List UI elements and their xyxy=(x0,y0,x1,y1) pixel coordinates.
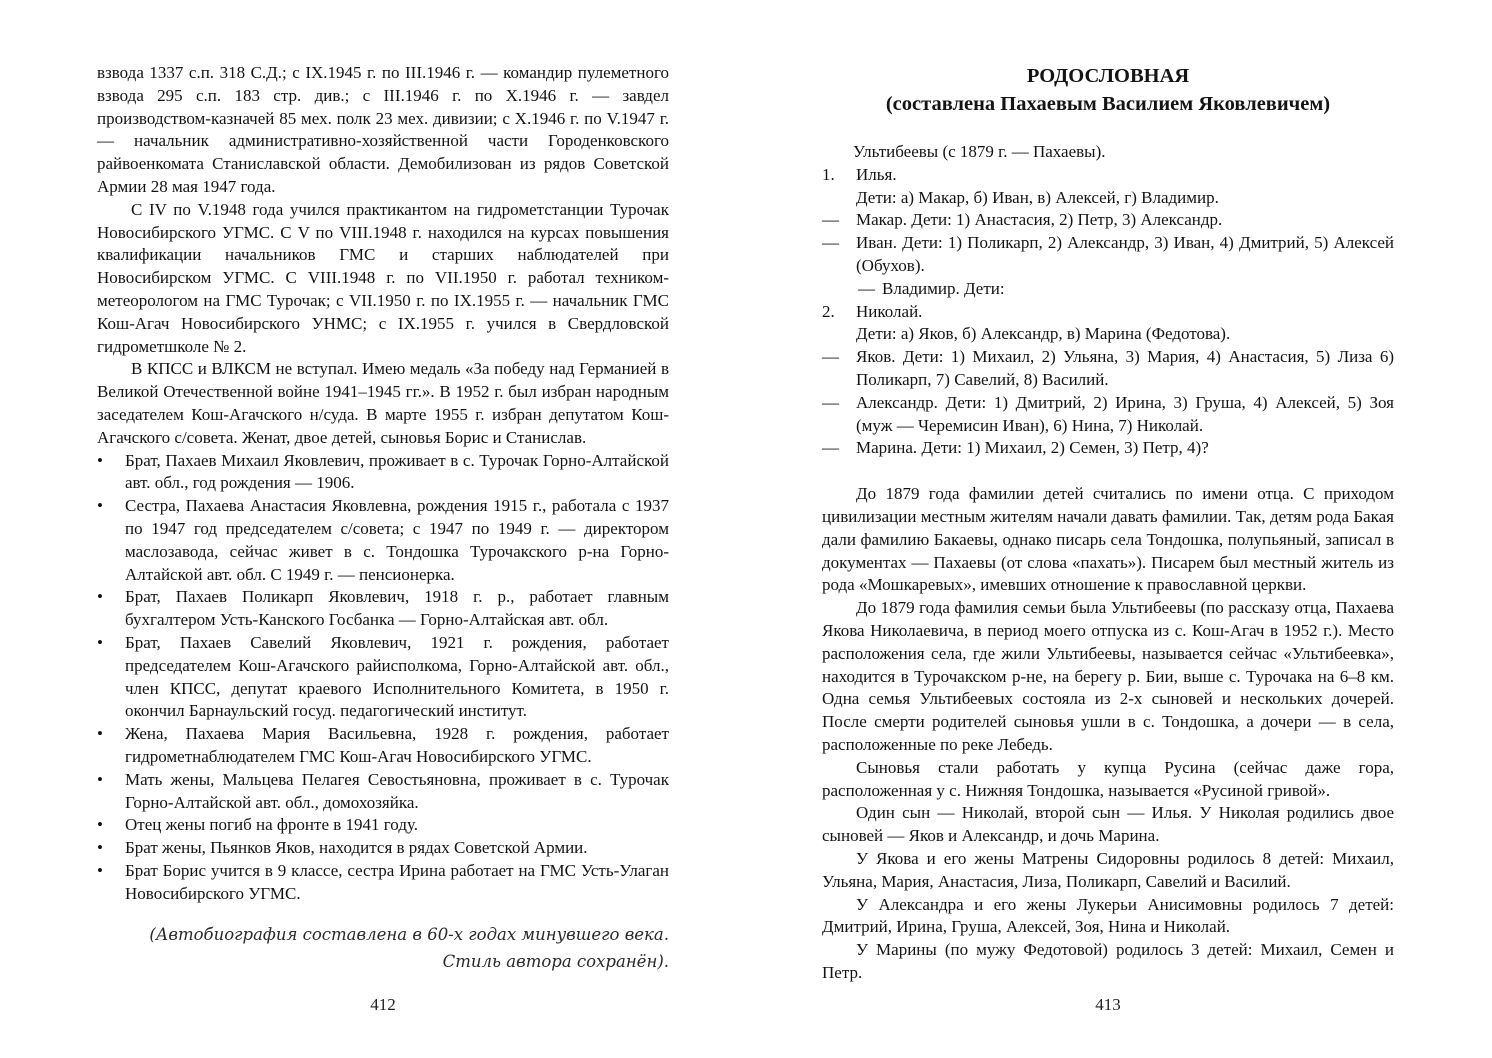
list-item-text: Брат, Пахаев Савелий Яковлевич, 1921 г. рождения, работает председателем Кош-Агачского райисполкома, Горно-Алтайской авт. обл., член КПСС, депутат краевого Исполнительного Комитета, в 1950 г. окончил Барнаульский госуд. педагогический институт. xyxy=(125,632,669,721)
row-text: Илья. xyxy=(856,164,897,184)
bullet-marker: • xyxy=(97,838,103,858)
row-text: Марина. Дети: 1) Михаил, 2) Семен, 3) Петр, 4)? xyxy=(856,438,1209,458)
history-paragraph: У Александра и его жены Лукерьи Анисимовны родилось 7 детей: Дмитрий, Ирина, Груша, Алексей, Зоя, Нина и Николай. xyxy=(822,894,1394,937)
bullet-marker: • xyxy=(97,860,103,880)
row-marker: — xyxy=(858,278,875,298)
genealogy-row xyxy=(822,187,1394,210)
list-item xyxy=(97,860,669,906)
page-number-right: 413 xyxy=(1095,995,1121,1014)
page-left xyxy=(97,62,669,1022)
history-paragraph: Один сын — Николай, второй сын — Илья. У Николая родились двое сыновей — Яков и Александр, и дочь Марина. xyxy=(822,803,1394,846)
list-item-text: Брат, Пахаев Михаил Яковлевич, проживает в с. Турочак Горно-Алтайской авт. обл., год рождения — 1906. xyxy=(125,450,669,493)
bullet-marker: • xyxy=(97,769,103,789)
row-text: Макар. Дети: 1) Анастасия, 2) Петр, 3) Александр. xyxy=(856,210,1223,230)
genealogy-title: РОДОСЛОВНАЯ xyxy=(1026,65,1190,87)
list-item-text: Брат Борис учится в 9 классе, сестра Ирина работает на ГМС Усть-Улаган Новосибирского УГМС. xyxy=(125,860,669,903)
list-item-text: Брат, Пахаев Поликарп Яковлевич, 1918 г. р., работает главным бухгалтером Усть-Канского Госбанка — Горно-Алтайская авт. обл. xyxy=(125,587,669,630)
history-paragraph: Сыновья стали работать у купца Русина (сейчас даже гора, расположенная у с. Нижняя Тондошка, называется «Русиной гривой». xyxy=(822,757,1394,800)
genealogy-row xyxy=(822,437,1394,460)
genealogy-row xyxy=(822,209,1394,232)
list-item xyxy=(97,837,669,860)
row-marker xyxy=(822,187,856,210)
row-marker: 2. xyxy=(822,301,835,321)
genealogy-row xyxy=(822,346,1394,392)
list-item-text: Мать жены, Мальцева Пелагея Севостьяновна, проживает в с. Турочак Горно-Алтайской авт. обл., домохозяйка. xyxy=(125,769,669,812)
relatives-bullet-list xyxy=(97,450,669,906)
list-item-text: Жена, Пахаева Мария Васильевна, 1928 г. рождения, работает гидрометнаблюдателем ГМС Кош-Агач Новосибирского УГМС. xyxy=(125,724,669,766)
row-text: Яков. Дети: 1) Михаил, 2) Ульяна, 3) Мария, 4) Анастасия, 5) Лиза 6) Поликарп, 7) Савелий, 8) Василий. xyxy=(856,347,1394,389)
genealogy-row xyxy=(822,323,1394,346)
row-text: Николай. xyxy=(856,301,923,321)
author-note-line: (Автобиография составлена в 60-х годах минувшего века. xyxy=(149,925,669,945)
bullet-marker: • xyxy=(97,724,103,744)
row-text: Александр. Дети: 1) Дмитрий, 2) Ирина, 3) Груша, 4) Алексей, 5) Зоя (муж — Черемисин Иван), 6) Нина, 7) Николай. xyxy=(856,392,1394,435)
history-paragraph: У Якова и его жены Матрены Сидоровны родилось 8 детей: Михаил, Ульяна, Мария, Анастасия, Лиза, Поликарп, Савелий и Василий. xyxy=(822,848,1394,891)
genealogy-row xyxy=(822,164,1394,187)
row-text: Дети: а) Макар, б) Иван, в) Алексей, г) Владимир. xyxy=(856,187,1219,207)
list-item-text: Отец жены погиб на фронте в 1941 году. xyxy=(125,815,419,835)
list-item xyxy=(97,586,669,632)
genealogy-row xyxy=(822,392,1394,438)
bullet-marker: • xyxy=(97,450,103,470)
history-paragraphs xyxy=(822,483,1394,985)
autobiography-paragraph: В КПСС и ВЛКСМ не вступал. Имею медаль «За победу над Германией в Великой Отечественной войне 1941–1945 гг.». В 1952 г. был избран народным заседателем Кош-Агачского н/суда. В марте 1955 г. избран депутатом Кош-Агачского с/совета. Женат, двое детей, сыновья Борис и Станислав. xyxy=(97,359,669,447)
autobiography-paragraph: С IV по V.1948 года учился практикантом на гидрометстанции Турочак Новосибирского УГМС. С V по VIII.1948 г. находился на курсах повышения квалификации начальников ГМС и старших наблюдателей при Новосибирском УГМС. С VIII.1948 г. по VII.1950 г. работал техником-метеорологом на ГМС Турочак; с VII.1950 г. по IX.1955 г. — начальник ГМС Кош-Агач Новосибирского УНМС; с IX.1955 г. учился в Свердловской гидрометшколе № 2. xyxy=(97,199,669,356)
bullet-marker: • xyxy=(97,587,103,607)
list-item-text: Сестра, Пахаева Анастасия Яковлевна, рождения 1915 г., работала с 1937 по 1947 год председателем с/совета; с 1947 по 1949 г. — директором маслозавода, сейчас живет в с. Тондошка Турочакского р-на Горно-Алтайской авт. обл. С 1949 г. — пенсионерка. xyxy=(125,496,669,584)
row-marker xyxy=(822,323,856,346)
genealogy-subtitle: (составлена Пахаевым Василием Яковлевичем) xyxy=(885,93,1331,115)
list-item xyxy=(97,814,669,837)
page-number-left: 412 xyxy=(370,995,396,1014)
row-marker: — xyxy=(822,347,839,367)
row-text: Иван. Дети: 1) Поликарп, 2) Александр, 3) Иван, 4) Дмитрий, 5) Алексей (Обухов). xyxy=(856,233,1394,275)
bullet-marker: • xyxy=(97,632,103,652)
bullet-marker: • xyxy=(97,496,103,516)
row-text: Дети: а) Яков, б) Александр, в) Марина (Федотова). xyxy=(856,324,1231,344)
history-paragraph: До 1879 года фамилия семьи была Ультибеевы (по рассказу отца, Пахаева Якова Николаевича, в период моего отпуска из с. Кош-Агач в 1952 г.). Место расположения села, где жили Ультибеевы, называется сейчас «Ультибеевка», находится в Турочакском р-не, на берегу р. Бии, выше с. Турочака на 6–8 км. Одна семья Ультибеевых состояла из 2-х сыновей и нескольких дочерей. После смерти родителей сыновья ушли в с. Тондошка, а дочери — в села, расположенные по реке Лебедь. xyxy=(822,598,1394,754)
bullet-marker: • xyxy=(97,815,103,835)
author-note-line: Стиль автора сохранён). xyxy=(442,952,669,972)
row-marker: — xyxy=(822,392,839,412)
row-text: Владимир. Дети: xyxy=(882,278,1005,298)
genealogy-intro: Ультибеевы (с 1879 г. — Пахаевы). xyxy=(853,142,1106,161)
author-note xyxy=(97,921,669,975)
autobiography-paragraph: взвода 1337 с.п. 318 С.Д.; с IX.1945 г. по III.1946 г. — командир пулеметного взвода 295 с.п. 183 стр. див.; с III.1946 г. по X.1946 г. — завдел производством-казначей 85 мех. полк 23 мех. дивизии; с X.1946 г. по V.1947 г. — начальник административно-хозяйственной части Городенковского райвоенкомата Станиславской области. Демобилизован из рядов Советской Армии 28 мая 1947 года. xyxy=(97,63,669,196)
list-item xyxy=(97,723,669,769)
list-item xyxy=(97,632,669,723)
history-paragraph: До 1879 года фамилии детей считались по имени отца. С приходом цивилизации местным жителям начали давать фамилии. Так, детям рода Бакая дали фамилию Бакаевы, однако писарь села Тондошка, полупьяный, записал в документах — Пахаевы (от слова «пахать»). Писарем был местный житель из рода «Мошкаревых», имевших отношение к православной церкви. xyxy=(822,484,1394,595)
list-item-text: Брат жены, Пьянков Яков, находится в рядах Советской Армии. xyxy=(125,838,588,858)
page-right xyxy=(822,62,1394,1022)
row-marker: 1. xyxy=(822,164,835,184)
list-item xyxy=(97,450,669,496)
row-marker: — xyxy=(822,233,839,253)
list-item xyxy=(97,769,669,815)
row-marker: — xyxy=(822,438,839,458)
genealogy-row-nested xyxy=(822,278,1394,301)
genealogy-row xyxy=(822,301,1394,324)
genealogy-row xyxy=(822,232,1394,278)
history-paragraph: У Марины (по мужу Федотовой) родилось 3 детей: Михаил, Семен и Петр. xyxy=(822,940,1394,982)
list-item xyxy=(97,495,669,586)
row-marker: — xyxy=(822,210,839,230)
genealogy-list xyxy=(822,141,1394,460)
